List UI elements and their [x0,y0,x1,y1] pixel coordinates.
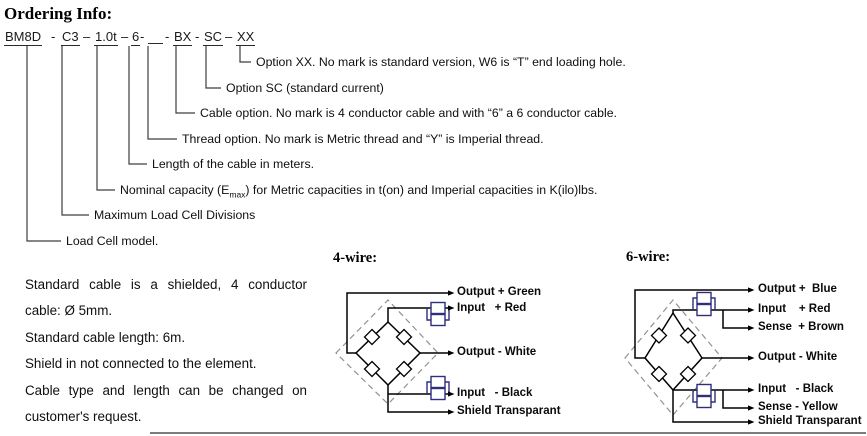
wire-label-input-minus: Input - Black [457,387,533,399]
callout-option-xx: Option XX. No mark is standard version, W6 is “T” end loading hole. [256,55,626,69]
part-segment-cable-option: BX [174,29,192,44]
load-cell-body-outline [625,300,722,415]
wire-label-output-minus: Output - White [457,346,537,358]
part-separator: – [83,29,91,44]
note-line: Standard cable length: 6m. [25,329,186,345]
part-segment-option-xx: XX [237,29,255,44]
wire-label-output-plus: Output + Blue [758,283,837,295]
load-cell-body-outline [336,300,438,404]
part-separator: - [195,29,200,44]
callout-thread-option: Thread option. No mark is Metric thread and “Y” is Imperial thread. [182,132,544,146]
callout-load-cell-model: Load Cell model. [66,234,159,248]
wire-label-input-minus: Input - Black [758,383,834,395]
note-line: Shield in not connected to the element. [25,356,257,372]
diagram-title-4wire: 4-wire: [333,250,378,266]
compensation-resistor-icon [427,377,449,400]
strain-gauge-icon [652,328,696,382]
note-line: Standard cable is a shielded, 4 conductor cable: Ø 5mm. [25,277,307,319]
part-separator: - [140,29,145,44]
callout-nominal-capacity [120,183,597,199]
part-separator: - [51,29,56,44]
compensation-resistor-icon [693,293,715,316]
wheatstone-bridge [645,313,702,390]
cable-notes [25,272,307,430]
wire-label-output-minus: Output - White [758,351,838,363]
callout-text: Nominal capacity (E [120,183,230,197]
note-line: Cable type and length can be changed on customer's request. [25,382,307,425]
strain-gauge-icon [365,330,412,377]
part-segment-capacity: 1.0t [95,29,117,44]
part-segment-cable-length: 6 [132,29,140,44]
bridge-diagram-4wire [336,290,455,414]
bridge-diagram-6wire [625,287,755,424]
callout-max-divisions: Maximum Load Cell Divisions [94,208,256,222]
wire-label-sense-plus: Sense + Brown [758,321,844,333]
wire-label-input-plus: Input + Red [758,303,831,315]
wire-label-output-plus: Output + Green [457,286,542,298]
wire-label-sense-minus: Sense - Yellow [758,401,838,413]
callout-cable-option: Cable option. No mark is 4 conductor cable and with “6” a 6 conductor cable. [200,106,617,120]
wire-arrow-icon [448,290,455,414]
callout-cable-length: Length of the cable in meters. [152,157,315,171]
part-separator: - [165,29,170,44]
wire-label-shield: Shield Transparant [758,415,862,427]
part-number [0,29,280,47]
part-segment-thread-blank [148,29,163,44]
part-segment-class: C3 [62,29,79,44]
subscript-max: max [229,189,246,200]
callout-text: ) for Metric capacities in t(on) and Imperial capacities in K(ilo)lbs. [245,183,598,197]
diagram-title-6wire: 6-wire: [626,249,671,265]
part-separator: – [225,29,233,44]
wheatstone-bridge [356,322,420,385]
callout-option-sc: Option SC (standard current) [226,81,384,95]
part-segment-option-sc: SC [204,29,223,44]
page-title: Ordering Info: [4,4,113,23]
compensation-resistor-icon [693,385,715,408]
compensation-resistor-icon [427,303,449,326]
wire-label-input-plus: Input + Red [457,302,527,314]
part-segment-model: BM8D [5,29,42,44]
part-separator: – [121,29,129,44]
wire-arrow-icon [748,287,755,424]
wire-label-shield: Shield Transparant [457,405,561,417]
